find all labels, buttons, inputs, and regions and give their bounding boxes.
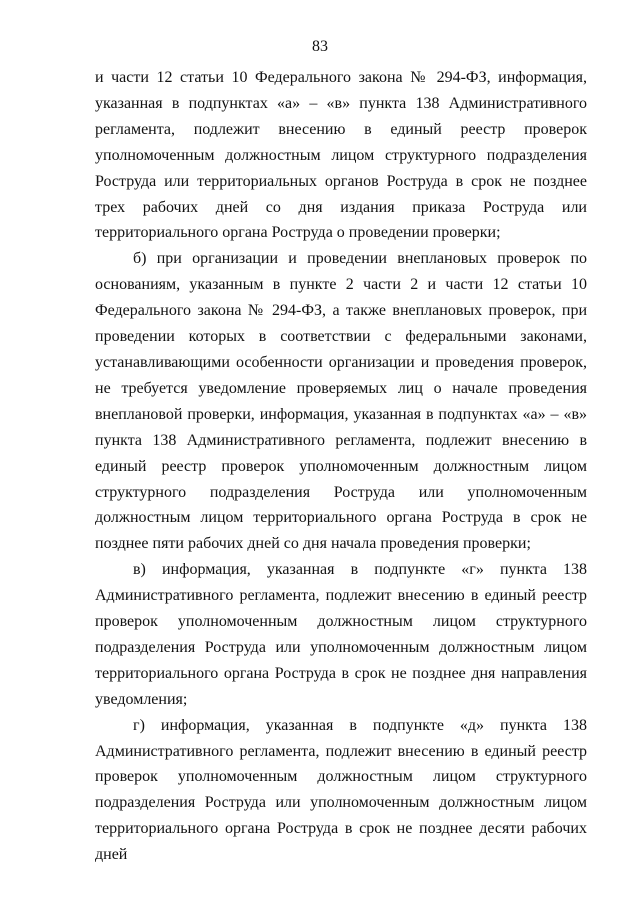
paragraph-item-v: в) информация, указанная в подпункте «г» пункта 138 Административного регламента, подлежит внесению в единый реестр проверок уполномоченным должностным лицом структурного подразделения Роструда или уполномоченным должностным лицом территориального органа Роструда в срок не позднее дня направления уведомления; (95, 561, 587, 708)
paragraph-item-b: б) при организации и проведении внеплановых проверок по основаниям, указанным в пункте 2 части 2 и части 12 статьи 10 Федерального закона № 294-ФЗ, а также внеплановых проверок, при проведении которых в соответствии с федеральными законами, устанавливающими особенности организации и проведения проверок, не требуется уведомление проверяемых лиц о начале проведения внеплановой проверки, информация, указанная в подпунктах «а» – «в» пункта 138 Административного регламента, подлежит внесению в единый реестр проверок уполномоченным должностным лицом структурного подразделения Роструда или уполномоченным должностным лицом территориального органа Роструда в срок не позднее пяти рабочих дней со дня начала проведения проверки; (95, 250, 587, 553)
document-body (95, 65, 587, 868)
paragraph-item-g: г) информация, указанная в подпункте «д» пункта 138 Административного регламента, подлежит внесению в единый реестр проверок уполномоченным должностным лицом структурного подразделения Роструда или уполномоченным должностным лицом территориального органа Роструда в срок не позднее десяти рабочих дней (95, 716, 587, 864)
paragraph-continuation: и части 12 статьи 10 Федерального закона № 294-ФЗ, информация, указанная в подпунктах «а» – «в» пункта 138 Административного регламента, подлежит внесению в единый реестр проверок уполномоченным должностным лицом структурного подразделения Роструда или территориальных органов Роструда в срок не позднее трех рабочих дней со дня издания приказа Роструда или территориального органа Роструда о проведении проверки; (95, 69, 587, 242)
page-number: 83 (312, 38, 328, 55)
